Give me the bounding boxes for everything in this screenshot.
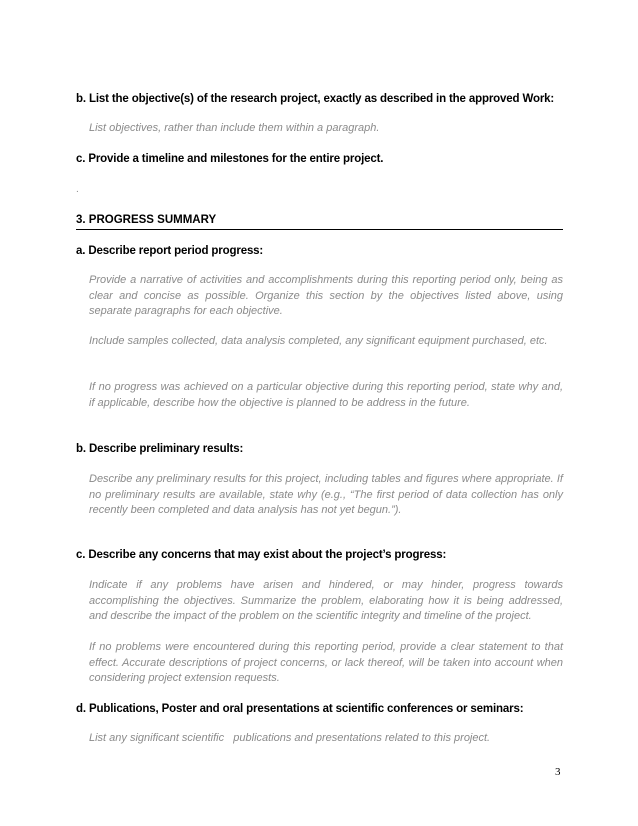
guidance-progress-no-progress: If no progress was achieved on a particular objective during this reporting period, state why and, if applicable, describe how the objective is planned to be address in the future. <box>89 381 563 409</box>
heading-timeline: c. Provide a timeline and milestones for the entire project. <box>76 153 384 165</box>
guidance-list-objectives: List objectives, rather than include them within a paragraph. <box>89 122 380 134</box>
section-title-progress-summary: 3. PROGRESS SUMMARY <box>76 213 563 230</box>
guidance-progress-narrative: Provide a narrative of activities and accomplishments during this reporting period only, being as clear and concise as possible. Organize this section by the objectives listed above, using separate paragraphs for each objective. <box>89 274 563 317</box>
guidance-progress-samples: Include samples collected, data analysis completed, any significant equipment purchased, etc. <box>89 335 548 347</box>
timeline-placeholder: . <box>76 184 79 195</box>
guidance-concerns-problems: Indicate if any problems have arisen and hindered, or may hinder, progress towards accomplishing the objectives. Summarize the problem, elaborating how it is being addressed, and describe the impact of the problem on the scientific integrity and timeline of the project. <box>89 579 563 622</box>
guidance-preliminary-results: Describe any preliminary results for this project, including tables and figures where appropriate. If no preliminary results are available, state why (e.g., “The first period of data collection has only recently been completed and data analysis has not yet begun.”). <box>89 473 563 516</box>
heading-publications: d. Publications, Poster and oral presentations at scientific conferences or seminars: <box>76 703 524 715</box>
heading-report-period-progress: a. Describe report period progress: <box>76 245 264 257</box>
heading-preliminary-results: b. Describe preliminary results: <box>76 443 244 455</box>
heading-project-concerns: c. Describe any concerns that may exist about the project’s progress: <box>76 549 447 561</box>
guidance-publications: List any significant scientific publications and presentations related to this project. <box>89 732 491 744</box>
guidance-concerns-none: If no problems were encountered during this reporting period, provide a clear statement to that effect. Accurate descriptions of project concerns, or lack thereof, will be taken into account when considering project extension requests. <box>89 641 563 684</box>
page-number: 3 <box>555 766 561 778</box>
heading-list-objectives: b. List the objective(s) of the research project, exactly as described in the approved Work: <box>76 93 555 105</box>
